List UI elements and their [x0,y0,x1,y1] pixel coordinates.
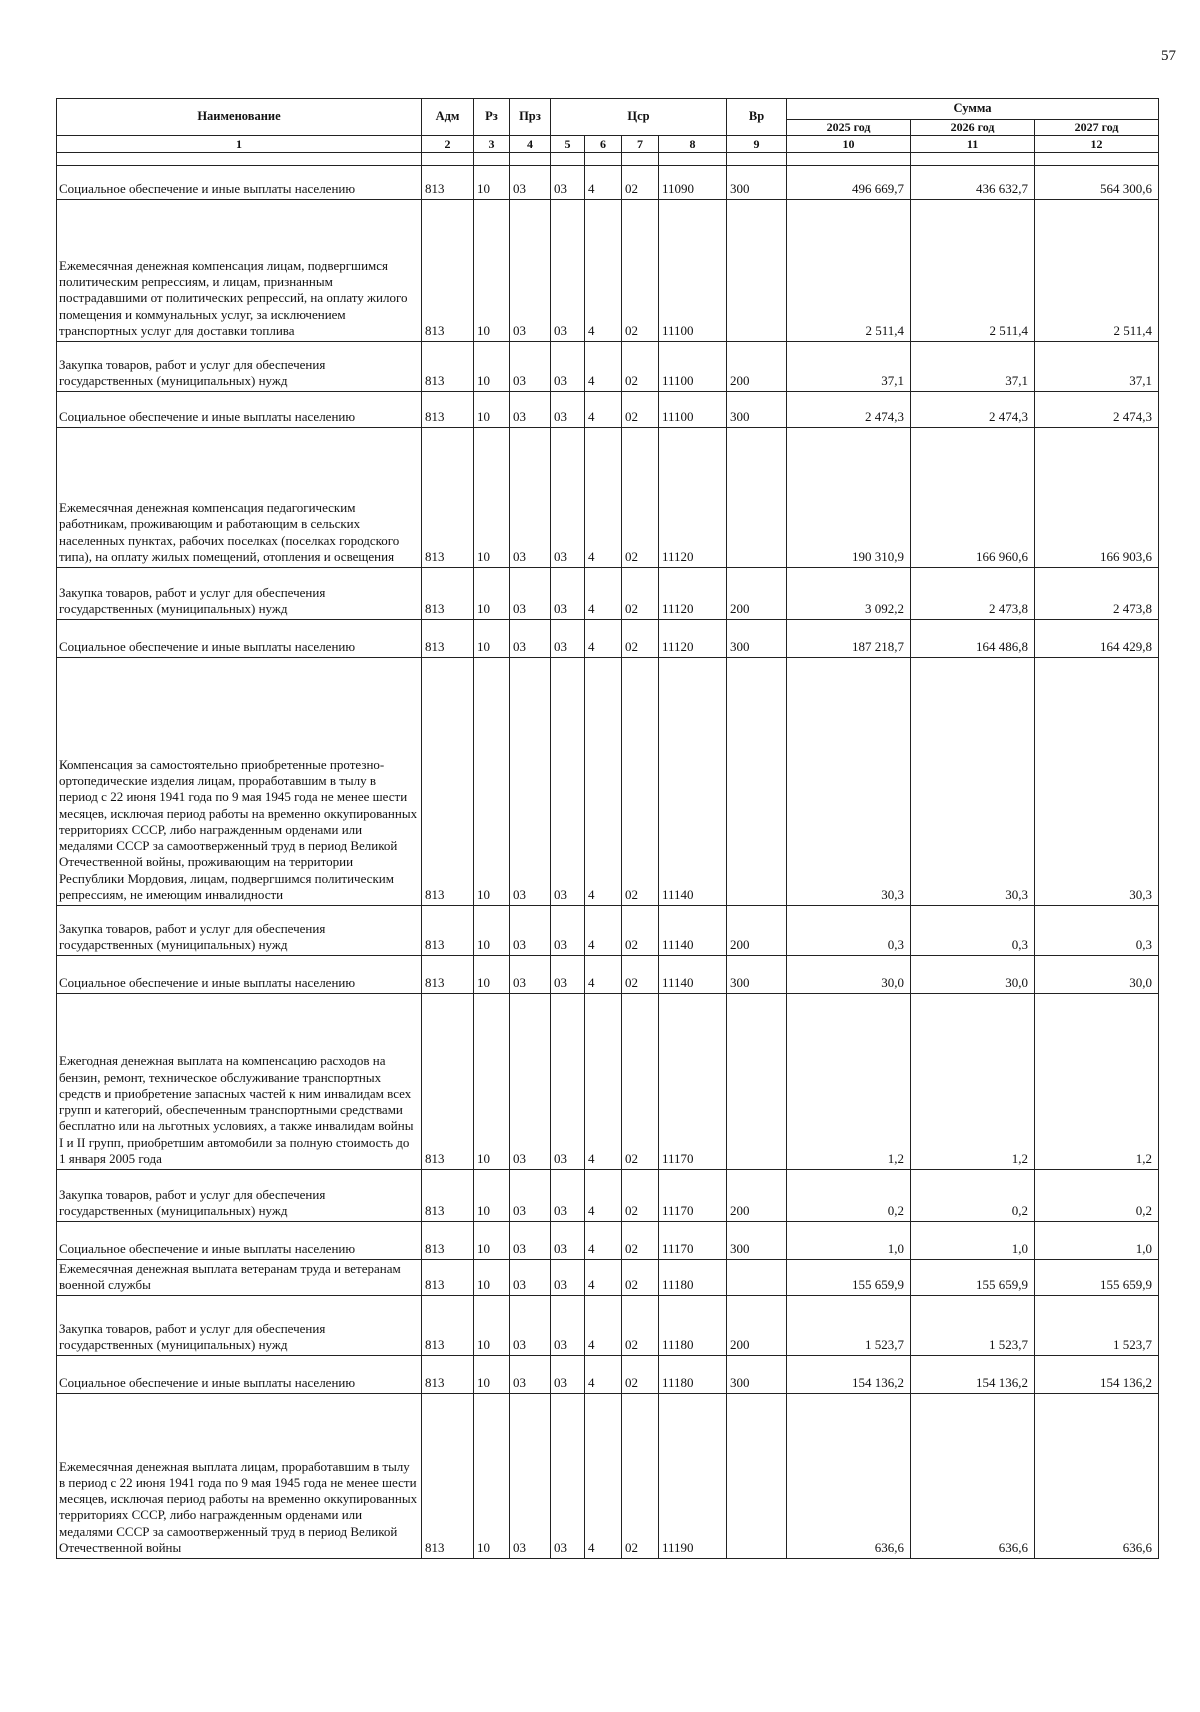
header-year-2025: 2025 год [787,120,911,136]
row-tsr-program: 03 [551,342,585,392]
row-sum-2026: 30,3 [911,658,1035,906]
row-sum-2026: 166 960,6 [911,428,1035,568]
row-prz: 03 [510,620,551,658]
row-sum-2027: 155 659,9 [1035,1260,1159,1296]
row-vr: 300 [727,392,787,428]
row-vr: 200 [727,342,787,392]
row-tsr-direction: 11100 [659,392,727,428]
row-tsr-subprogram: 02 [622,658,659,906]
table-body [57,166,1159,1559]
row-sum-2026: 1,0 [911,1222,1035,1260]
row-adm: 813 [422,428,474,568]
row-sum-2025: 37,1 [787,342,911,392]
row-vr [727,428,787,568]
row-sum-2026: 0,3 [911,906,1035,956]
budget-table [56,98,1159,1559]
column-number: 11 [911,136,1035,153]
row-prz: 03 [510,1260,551,1296]
row-rz: 10 [474,428,510,568]
row-adm: 813 [422,1356,474,1394]
row-prz: 03 [510,166,551,200]
row-sum-2025: 0,2 [787,1170,911,1222]
row-vr [727,1394,787,1559]
row-adm: 813 [422,1260,474,1296]
row-vr: 300 [727,1222,787,1260]
row-tsr-program: 03 [551,1170,585,1222]
row-rz: 10 [474,906,510,956]
row-sum-2026: 30,0 [911,956,1035,994]
column-number: 4 [510,136,551,153]
row-name: Компенсация за самостоятельно приобретенные протезно-ортопедические изделия лицам, проработавшим в тылу в период с 22 июня 1941 года по 9 мая 1945 года не менее шести месяцев, исключая период работы на временно оккупированных территориях СССР, либо награжденным орденами или медалями СССР за самоотверженный труд в период Великой Отечественной войны, проживающим на территории Республики Мордовия, лицам, подвергшимся политическим репрессиям, не имеющим инвалидности [57,658,422,906]
table-row [57,342,1159,392]
row-name: Закупка товаров, работ и услуг для обеспечения государственных (муниципальных) нужд [57,906,422,956]
row-sum-2027: 1 523,7 [1035,1296,1159,1356]
row-tsr-program: 03 [551,994,585,1170]
table-row [57,392,1159,428]
row-tsr-type: 4 [585,1260,622,1296]
row-sum-2027: 564 300,6 [1035,166,1159,200]
row-sum-2025: 1,2 [787,994,911,1170]
row-tsr-program: 03 [551,1222,585,1260]
row-sum-2026: 155 659,9 [911,1260,1035,1296]
row-prz: 03 [510,1170,551,1222]
row-sum-2026: 154 136,2 [911,1356,1035,1394]
row-vr: 200 [727,906,787,956]
row-rz: 10 [474,568,510,620]
column-number: 10 [787,136,911,153]
row-sum-2025: 155 659,9 [787,1260,911,1296]
row-sum-2025: 154 136,2 [787,1356,911,1394]
row-prz: 03 [510,1222,551,1260]
row-sum-2025: 30,3 [787,658,911,906]
row-rz: 10 [474,1356,510,1394]
column-number: 7 [622,136,659,153]
table-row [57,1394,1159,1559]
row-sum-2026: 0,2 [911,1170,1035,1222]
row-sum-2026: 436 632,7 [911,166,1035,200]
row-sum-2027: 37,1 [1035,342,1159,392]
row-tsr-type: 4 [585,568,622,620]
row-sum-2025: 2 511,4 [787,200,911,342]
row-sum-2025: 187 218,7 [787,620,911,658]
table-row [57,1260,1159,1296]
row-sum-2025: 1,0 [787,1222,911,1260]
row-tsr-type: 4 [585,906,622,956]
column-number: 3 [474,136,510,153]
column-number: 5 [551,136,585,153]
row-tsr-program: 03 [551,392,585,428]
row-tsr-direction: 11170 [659,1222,727,1260]
row-adm: 813 [422,1296,474,1356]
table-row [57,1222,1159,1260]
row-sum-2027: 0,3 [1035,906,1159,956]
row-tsr-subprogram: 02 [622,568,659,620]
row-vr [727,658,787,906]
row-sum-2027: 164 429,8 [1035,620,1159,658]
row-name: Закупка товаров, работ и услуг для обеспечения государственных (муниципальных) нужд [57,1296,422,1356]
row-sum-2027: 1,2 [1035,994,1159,1170]
table-row [57,906,1159,956]
row-prz: 03 [510,1296,551,1356]
row-vr [727,994,787,1170]
row-tsr-subprogram: 02 [622,994,659,1170]
row-sum-2027: 2 474,3 [1035,392,1159,428]
table-row [57,428,1159,568]
row-name: Ежемесячная денежная выплата ветеранам труда и ветеранам военной службы [57,1260,422,1296]
header-rz: Рз [474,99,510,136]
row-rz: 10 [474,1222,510,1260]
row-sum-2027: 2 511,4 [1035,200,1159,342]
row-tsr-type: 4 [585,1394,622,1559]
row-tsr-subprogram: 02 [622,620,659,658]
row-name: Социальное обеспечение и иные выплаты населению [57,1222,422,1260]
row-sum-2027: 1,0 [1035,1222,1159,1260]
row-name: Ежемесячная денежная компенсация педагогическим работникам, проживающим и работающим в сельских населенных пунктах, рабочих поселках (поселках городского типа), на оплату жилых помещений, отопления и освещения [57,428,422,568]
row-sum-2025: 496 669,7 [787,166,911,200]
row-vr: 300 [727,956,787,994]
row-tsr-direction: 11120 [659,568,727,620]
column-number: 6 [585,136,622,153]
row-tsr-type: 4 [585,1222,622,1260]
row-tsr-direction: 11180 [659,1260,727,1296]
row-tsr-type: 4 [585,994,622,1170]
column-number: 9 [727,136,787,153]
table-row [57,1296,1159,1356]
row-tsr-program: 03 [551,1356,585,1394]
row-tsr-direction: 11170 [659,1170,727,1222]
row-tsr-type: 4 [585,428,622,568]
row-tsr-type: 4 [585,1356,622,1394]
row-prz: 03 [510,1356,551,1394]
row-sum-2027: 30,3 [1035,658,1159,906]
row-tsr-subprogram: 02 [622,1260,659,1296]
row-vr: 300 [727,1356,787,1394]
row-adm: 813 [422,956,474,994]
row-sum-2026: 1 523,7 [911,1296,1035,1356]
header-sum: Сумма [787,99,1159,120]
row-tsr-direction: 11170 [659,994,727,1170]
row-name: Ежемесячная денежная выплата лицам, проработавшим в тылу в период с 22 июня 1941 года по 9 мая 1945 года не менее шести месяцев, исключая период работы на временно оккупированных территориях СССР, либо награжденным орденами или медалями СССР за самоотверженный труд в период Великой Отечественной войны [57,1394,422,1559]
row-vr: 300 [727,166,787,200]
row-tsr-subprogram: 02 [622,200,659,342]
row-adm: 813 [422,342,474,392]
row-name: Закупка товаров, работ и услуг для обеспечения государственных (муниципальных) нужд [57,568,422,620]
row-vr: 200 [727,1296,787,1356]
column-numbers-row [57,136,1159,153]
spacer-row [57,153,1159,166]
table-row [57,1356,1159,1394]
row-tsr-program: 03 [551,658,585,906]
row-tsr-subprogram: 02 [622,392,659,428]
row-rz: 10 [474,392,510,428]
row-tsr-direction: 11120 [659,428,727,568]
row-adm: 813 [422,1394,474,1559]
header-adm: Адм [422,99,474,136]
row-vr: 300 [727,620,787,658]
row-tsr-type: 4 [585,166,622,200]
row-prz: 03 [510,1394,551,1559]
row-tsr-type: 4 [585,1296,622,1356]
row-prz: 03 [510,956,551,994]
row-rz: 10 [474,166,510,200]
header-tsr: Цср [551,99,727,136]
header-name: Наименование [57,99,422,136]
row-tsr-direction: 11100 [659,342,727,392]
row-tsr-direction: 11140 [659,956,727,994]
row-name: Социальное обеспечение и иные выплаты населению [57,1356,422,1394]
row-tsr-program: 03 [551,906,585,956]
row-prz: 03 [510,658,551,906]
row-tsr-program: 03 [551,428,585,568]
row-tsr-subprogram: 02 [622,1296,659,1356]
row-tsr-direction: 11100 [659,200,727,342]
row-tsr-type: 4 [585,342,622,392]
row-sum-2027: 636,6 [1035,1394,1159,1559]
row-tsr-subprogram: 02 [622,166,659,200]
row-sum-2026: 37,1 [911,342,1035,392]
row-prz: 03 [510,428,551,568]
table-row [57,166,1159,200]
row-tsr-type: 4 [585,620,622,658]
row-rz: 10 [474,1170,510,1222]
row-sum-2027: 2 473,8 [1035,568,1159,620]
row-tsr-subprogram: 02 [622,1394,659,1559]
table-row [57,568,1159,620]
row-prz: 03 [510,392,551,428]
row-sum-2027: 30,0 [1035,956,1159,994]
row-name: Социальное обеспечение и иные выплаты населению [57,166,422,200]
column-number: 2 [422,136,474,153]
row-tsr-direction: 11090 [659,166,727,200]
row-tsr-type: 4 [585,200,622,342]
row-adm: 813 [422,994,474,1170]
row-tsr-direction: 11180 [659,1356,727,1394]
row-sum-2025: 0,3 [787,906,911,956]
row-tsr-direction: 11140 [659,658,727,906]
row-sum-2026: 636,6 [911,1394,1035,1559]
row-tsr-subprogram: 02 [622,428,659,568]
row-name: Социальное обеспечение и иные выплаты населению [57,392,422,428]
row-adm: 813 [422,392,474,428]
row-sum-2027: 166 903,6 [1035,428,1159,568]
row-tsr-direction: 11180 [659,1296,727,1356]
row-name: Социальное обеспечение и иные выплаты населению [57,956,422,994]
row-rz: 10 [474,1296,510,1356]
header-vr: Вр [727,99,787,136]
row-rz: 10 [474,200,510,342]
header-row [57,99,1159,120]
row-tsr-type: 4 [585,392,622,428]
row-name: Ежегодная денежная выплата на компенсацию расходов на бензин, ремонт, техническое обслуживание транспортных средств и приобретение запасных частей к ним инвалидам всех групп и категорий, обеспеченным транспортными средствами бесплатно или на льготных условиях, а также инвалидам войны I и II групп, приобретшим автомобили за полную стоимость до 1 января 2005 года [57,994,422,1170]
row-tsr-type: 4 [585,956,622,994]
header-year-2027: 2027 год [1035,120,1159,136]
column-number: 12 [1035,136,1159,153]
row-rz: 10 [474,620,510,658]
row-tsr-direction: 11120 [659,620,727,658]
row-name: Социальное обеспечение и иные выплаты населению [57,620,422,658]
row-rz: 10 [474,1260,510,1296]
table-row [57,620,1159,658]
row-tsr-subprogram: 02 [622,1222,659,1260]
row-sum-2026: 1,2 [911,994,1035,1170]
row-tsr-program: 03 [551,166,585,200]
row-adm: 813 [422,200,474,342]
row-vr [727,200,787,342]
row-adm: 813 [422,1170,474,1222]
row-rz: 10 [474,658,510,906]
row-tsr-subprogram: 02 [622,342,659,392]
row-prz: 03 [510,200,551,342]
row-sum-2025: 1 523,7 [787,1296,911,1356]
row-prz: 03 [510,994,551,1170]
header-year-2026: 2026 год [911,120,1035,136]
row-tsr-subprogram: 02 [622,1170,659,1222]
row-tsr-subprogram: 02 [622,1356,659,1394]
row-prz: 03 [510,568,551,620]
row-adm: 813 [422,658,474,906]
column-number: 1 [57,136,422,153]
table-row [57,956,1159,994]
row-prz: 03 [510,906,551,956]
row-sum-2027: 0,2 [1035,1170,1159,1222]
row-tsr-program: 03 [551,1260,585,1296]
row-adm: 813 [422,166,474,200]
row-prz: 03 [510,342,551,392]
table-row [57,994,1159,1170]
row-adm: 813 [422,568,474,620]
row-adm: 813 [422,1222,474,1260]
table-row [57,658,1159,906]
row-adm: 813 [422,906,474,956]
row-tsr-direction: 11140 [659,906,727,956]
row-tsr-program: 03 [551,620,585,658]
row-rz: 10 [474,956,510,994]
row-vr [727,1260,787,1296]
row-tsr-subprogram: 02 [622,956,659,994]
row-vr: 200 [727,1170,787,1222]
row-rz: 10 [474,1394,510,1559]
table-row [57,1170,1159,1222]
row-adm: 813 [422,620,474,658]
row-rz: 10 [474,994,510,1170]
row-sum-2026: 2 474,3 [911,392,1035,428]
row-sum-2025: 636,6 [787,1394,911,1559]
header-prz: Прз [510,99,551,136]
row-tsr-program: 03 [551,568,585,620]
row-name: Закупка товаров, работ и услуг для обеспечения государственных (муниципальных) нужд [57,1170,422,1222]
row-tsr-type: 4 [585,658,622,906]
row-rz: 10 [474,342,510,392]
row-tsr-program: 03 [551,956,585,994]
row-tsr-direction: 11190 [659,1394,727,1559]
row-sum-2025: 2 474,3 [787,392,911,428]
row-sum-2025: 30,0 [787,956,911,994]
row-sum-2025: 190 310,9 [787,428,911,568]
column-number: 8 [659,136,727,153]
row-tsr-program: 03 [551,200,585,342]
row-tsr-program: 03 [551,1296,585,1356]
row-sum-2026: 164 486,8 [911,620,1035,658]
row-tsr-program: 03 [551,1394,585,1559]
row-name: Ежемесячная денежная компенсация лицам, подвергшимся политическим репрессиям, и лицам, признанным пострадавшими от политических репрессий, на оплату жилого помещения и коммунальных услуг, за исключением транспортных услуг для доставки топлива [57,200,422,342]
row-name: Закупка товаров, работ и услуг для обеспечения государственных (муниципальных) нужд [57,342,422,392]
row-sum-2025: 3 092,2 [787,568,911,620]
row-sum-2026: 2 511,4 [911,200,1035,342]
row-tsr-subprogram: 02 [622,906,659,956]
table-row [57,200,1159,342]
row-sum-2027: 154 136,2 [1035,1356,1159,1394]
row-tsr-type: 4 [585,1170,622,1222]
page-number: 57 [1161,48,1176,64]
row-vr: 200 [727,568,787,620]
row-sum-2026: 2 473,8 [911,568,1035,620]
